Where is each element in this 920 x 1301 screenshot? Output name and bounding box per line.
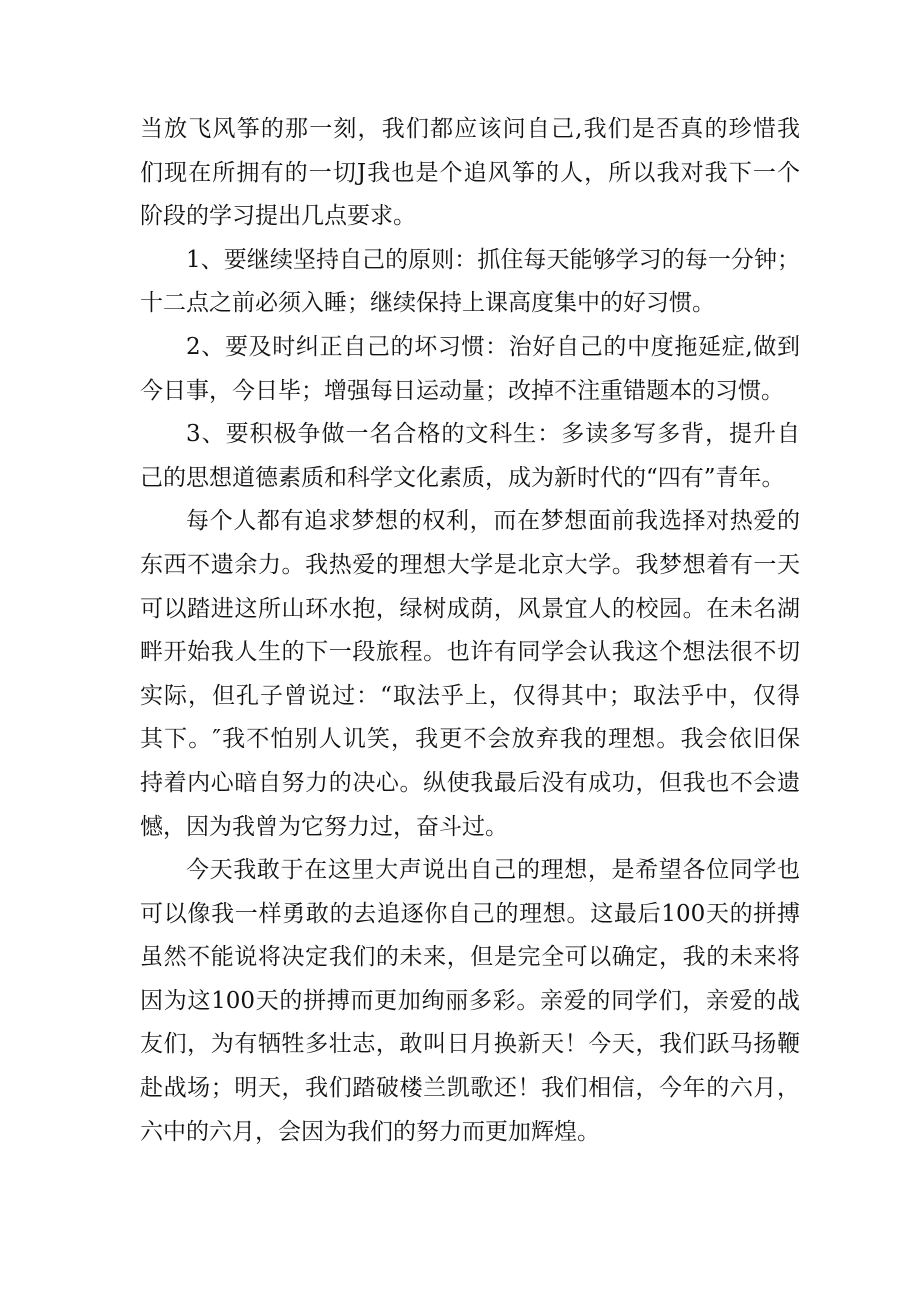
paragraph-5-line-7: 持着内心暗自努力的决心。纵使我最后没有成功，但我也不会遗	[140, 769, 800, 796]
paragraph-5-line-1: 每个人都有追求梦想的权利，而在梦想面前我选择对热爱的	[186, 508, 800, 535]
paragraph-6-line-5: 友们，为有牺牲多壮志，敢叫日月换新天！今天，我们跃马扬鞭	[140, 1031, 800, 1058]
paragraph-6-line-4: 因为这100天的拼搏而更加绚丽多彩。亲爱的同学们，亲爱的战	[140, 987, 800, 1014]
paragraph-5-line-6: 其下。″我不怕别人讥笑，我更不会放弃我的理想。我会依旧保	[140, 726, 800, 753]
paragraph-5-line-8: 憾，因为我曾为它努力过，奋斗过。	[140, 813, 508, 840]
paragraph-6-line-3: 虽然不能说将决定我们的未来，但是完全可以确定，我的未来将	[140, 944, 800, 971]
paragraph-6-line-6: 赴战场；明天，我们踏破楼兰凯歌还！我们相信，今年的六月，	[140, 1075, 800, 1102]
paragraph-6-line-7: 六中的六月，会因为我们的努力而更加辉煌。	[140, 1118, 600, 1145]
paragraph-5-line-3: 可以踏进这所山环水抱，绿树成荫，风景宜人的校园。在未名湖	[140, 595, 800, 622]
paragraph-1-line-1: 当放飞风筝的那一刻，我们都应该问自己,我们是否真的珍惜我	[140, 116, 800, 142]
paragraph-5-line-5: 实际，但孔子曾说过：“取法乎上，仅得其中；取法乎中，仅得	[140, 682, 800, 709]
paragraph-3-line-2: 今日事，今日毕；增强每日运动量；改掉不注重错题本的习惯。	[140, 377, 784, 404]
paragraph-3-line-1: 2、要及时纠正自己的坏习惯：治好自己的中度拖延症,做到	[186, 333, 800, 360]
document-body	[140, 108, 800, 1154]
paragraph-6-line-1: 今天我敢于在这里大声说出自己的理想，是希望各位同学也	[186, 857, 800, 884]
paragraph-4-line-1: 3、要积极争做一名合格的文科生：多读多写多背，提升自	[186, 421, 800, 448]
paragraph-2-line-1: 1、要继续坚持自己的原则：抓住每天能够学习的每一分钟；	[186, 246, 800, 273]
paragraph-4-line-2: 己的思想道德素质和科学文化素质，成为新时代的“四有”青年。	[140, 464, 785, 491]
paragraph-5-line-2: 东西不遗余力。我热爱的理想大学是北京大学。我梦想着有一天	[140, 551, 800, 578]
paragraph-1-line-3: 阶段的学习提出几点要求。	[140, 203, 416, 230]
paragraph-1-line-2: 们现在所拥有的一切J我也是个追风筝的人，所以我对我下一个	[140, 159, 800, 186]
paragraph-2-line-2: 十二点之前必须入睡；继续保持上课高度集中的好习惯。	[140, 290, 715, 317]
paragraph-5-line-4: 畔开始我人生的下一段旅程。也许有同学会认我这个想法很不切	[140, 639, 800, 666]
paragraph-6-line-2: 可以像我一样勇敢的去追逐你自己的理想。这最后100天的拼搏	[140, 900, 800, 927]
